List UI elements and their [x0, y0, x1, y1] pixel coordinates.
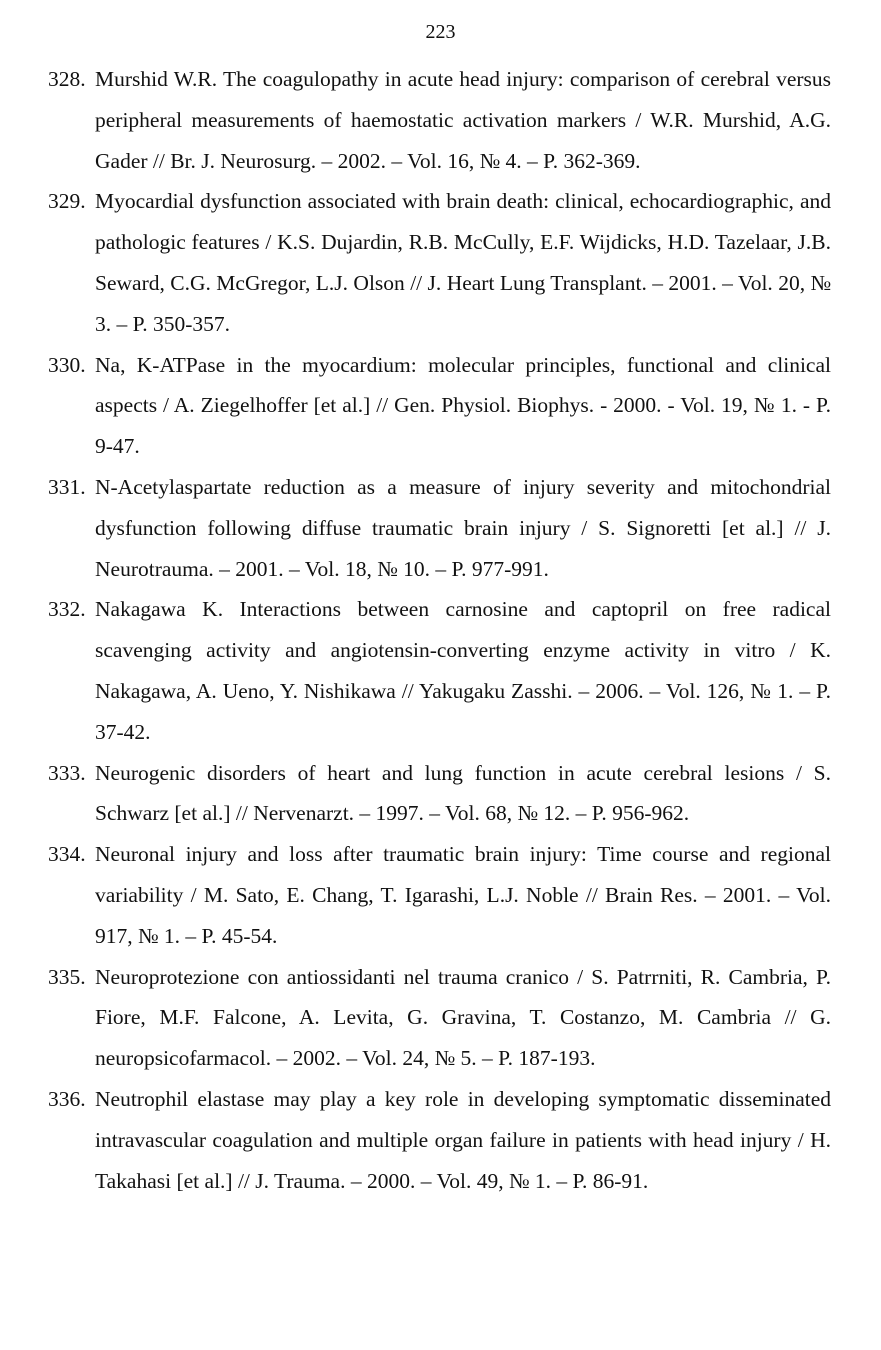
reference-item: [48, 467, 831, 589]
reference-item: [48, 345, 831, 467]
reference-number: 331.: [48, 474, 86, 499]
reference-number: 330.: [48, 352, 86, 377]
reference-number: 336.: [48, 1086, 86, 1111]
page-number: 223: [425, 21, 456, 43]
reference-text: N-Acetylaspartate reduction as a measure of injury severity and mitochondrial dysfunction following diffuse traumatic brain injury / S. Signoretti [et al.] // J. Neurotrauma. – 2001. – Vol. 18, № 10. – P. 977-991.: [95, 474, 831, 581]
reference-text: Myocardial dysfunction associated with brain death: clinical, echocardiographic, and pathologic features / K.S. Dujardin, R.B. McCully, E.F. Wijdicks, H.D. Tazelaar, J.B. Seward, C.G. McGregor, L.J. Olson // J. Heart Lung Transplant. – 2001. – Vol. 20, № 3. – P. 350-357.: [95, 189, 831, 336]
reference-text: Neuronal injury and loss after traumatic brain injury: Time course and regional variability / M. Sato, E. Chang, T. Igarashi, L.J. Noble // Brain Res. – 2001. – Vol. 917, № 1. – P. 45-54.: [95, 842, 831, 948]
reference-item: [48, 957, 831, 1079]
reference-number: 333.: [48, 760, 86, 785]
reference-text: Murshid W.R. The coagulopathy in acute head injury: comparison of cerebral versus peripheral measurements of haemostatic activation markers / W.R. Murshid, A.G. Gader // Br. J. Neurosurg. – 2002. – Vol. 16, № 4. – P. 362-369.: [95, 67, 831, 173]
reference-item: [48, 589, 831, 752]
reference-text: Neurogenic disorders of heart and lung function in acute cerebral lesions / S. Schwarz [et al.] // Nervenarzt. – 1997. – Vol. 68, № 12. – P. 956-962.: [95, 760, 831, 826]
reference-item: [48, 1079, 831, 1201]
reference-text: Neuroprotezione con antiossidanti nel trauma cranico / S. Patrrniti, R. Cambria, P. Fiore, M.F. Falcone, A. Levita, G. Gravina, T. Costanzo, M. Cambria // G. neuropsicofarmacol. – 2002. – Vol. 24, № 5. – P. 187-193.: [95, 964, 831, 1071]
reference-item: [48, 181, 831, 344]
reference-number: 332.: [48, 597, 86, 622]
reference-number: 328.: [48, 67, 86, 91]
reference-number: 334.: [48, 842, 86, 867]
reference-text: Nakagawa K. Interactions between carnosine and captopril on free radical scavenging activity and angiotensin-converting enzyme activity in vitro / K. Nakagawa, A. Ueno, Y. Nishikawa // Yakugaku Zasshi. – 2006. – Vol. 126, № 1. – P. 37-42.: [95, 597, 831, 744]
reference-list: [48, 59, 831, 1201]
reference-item: [48, 834, 831, 956]
reference-text: Na, K-ATPase in the myocardium: molecular principles, functional and clinical aspects / A. Ziegelhoffer [et al.] // Gen. Physiol. Biophys. - 2000. - Vol. 19, № 1. - P. 9-47.: [95, 352, 831, 459]
reference-item: [48, 753, 831, 835]
reference-item: [48, 59, 831, 181]
reference-number: 335.: [48, 964, 86, 989]
reference-text: Neutrophil elastase may play a key role in developing symptomatic disseminated intravascular coagulation and multiple organ failure in patients with head injury / H. Takahasi [et al.] // J. Trauma. – 2000. – Vol. 49, № 1. – P. 86-91.: [95, 1086, 831, 1193]
reference-number: 329.: [48, 189, 86, 214]
